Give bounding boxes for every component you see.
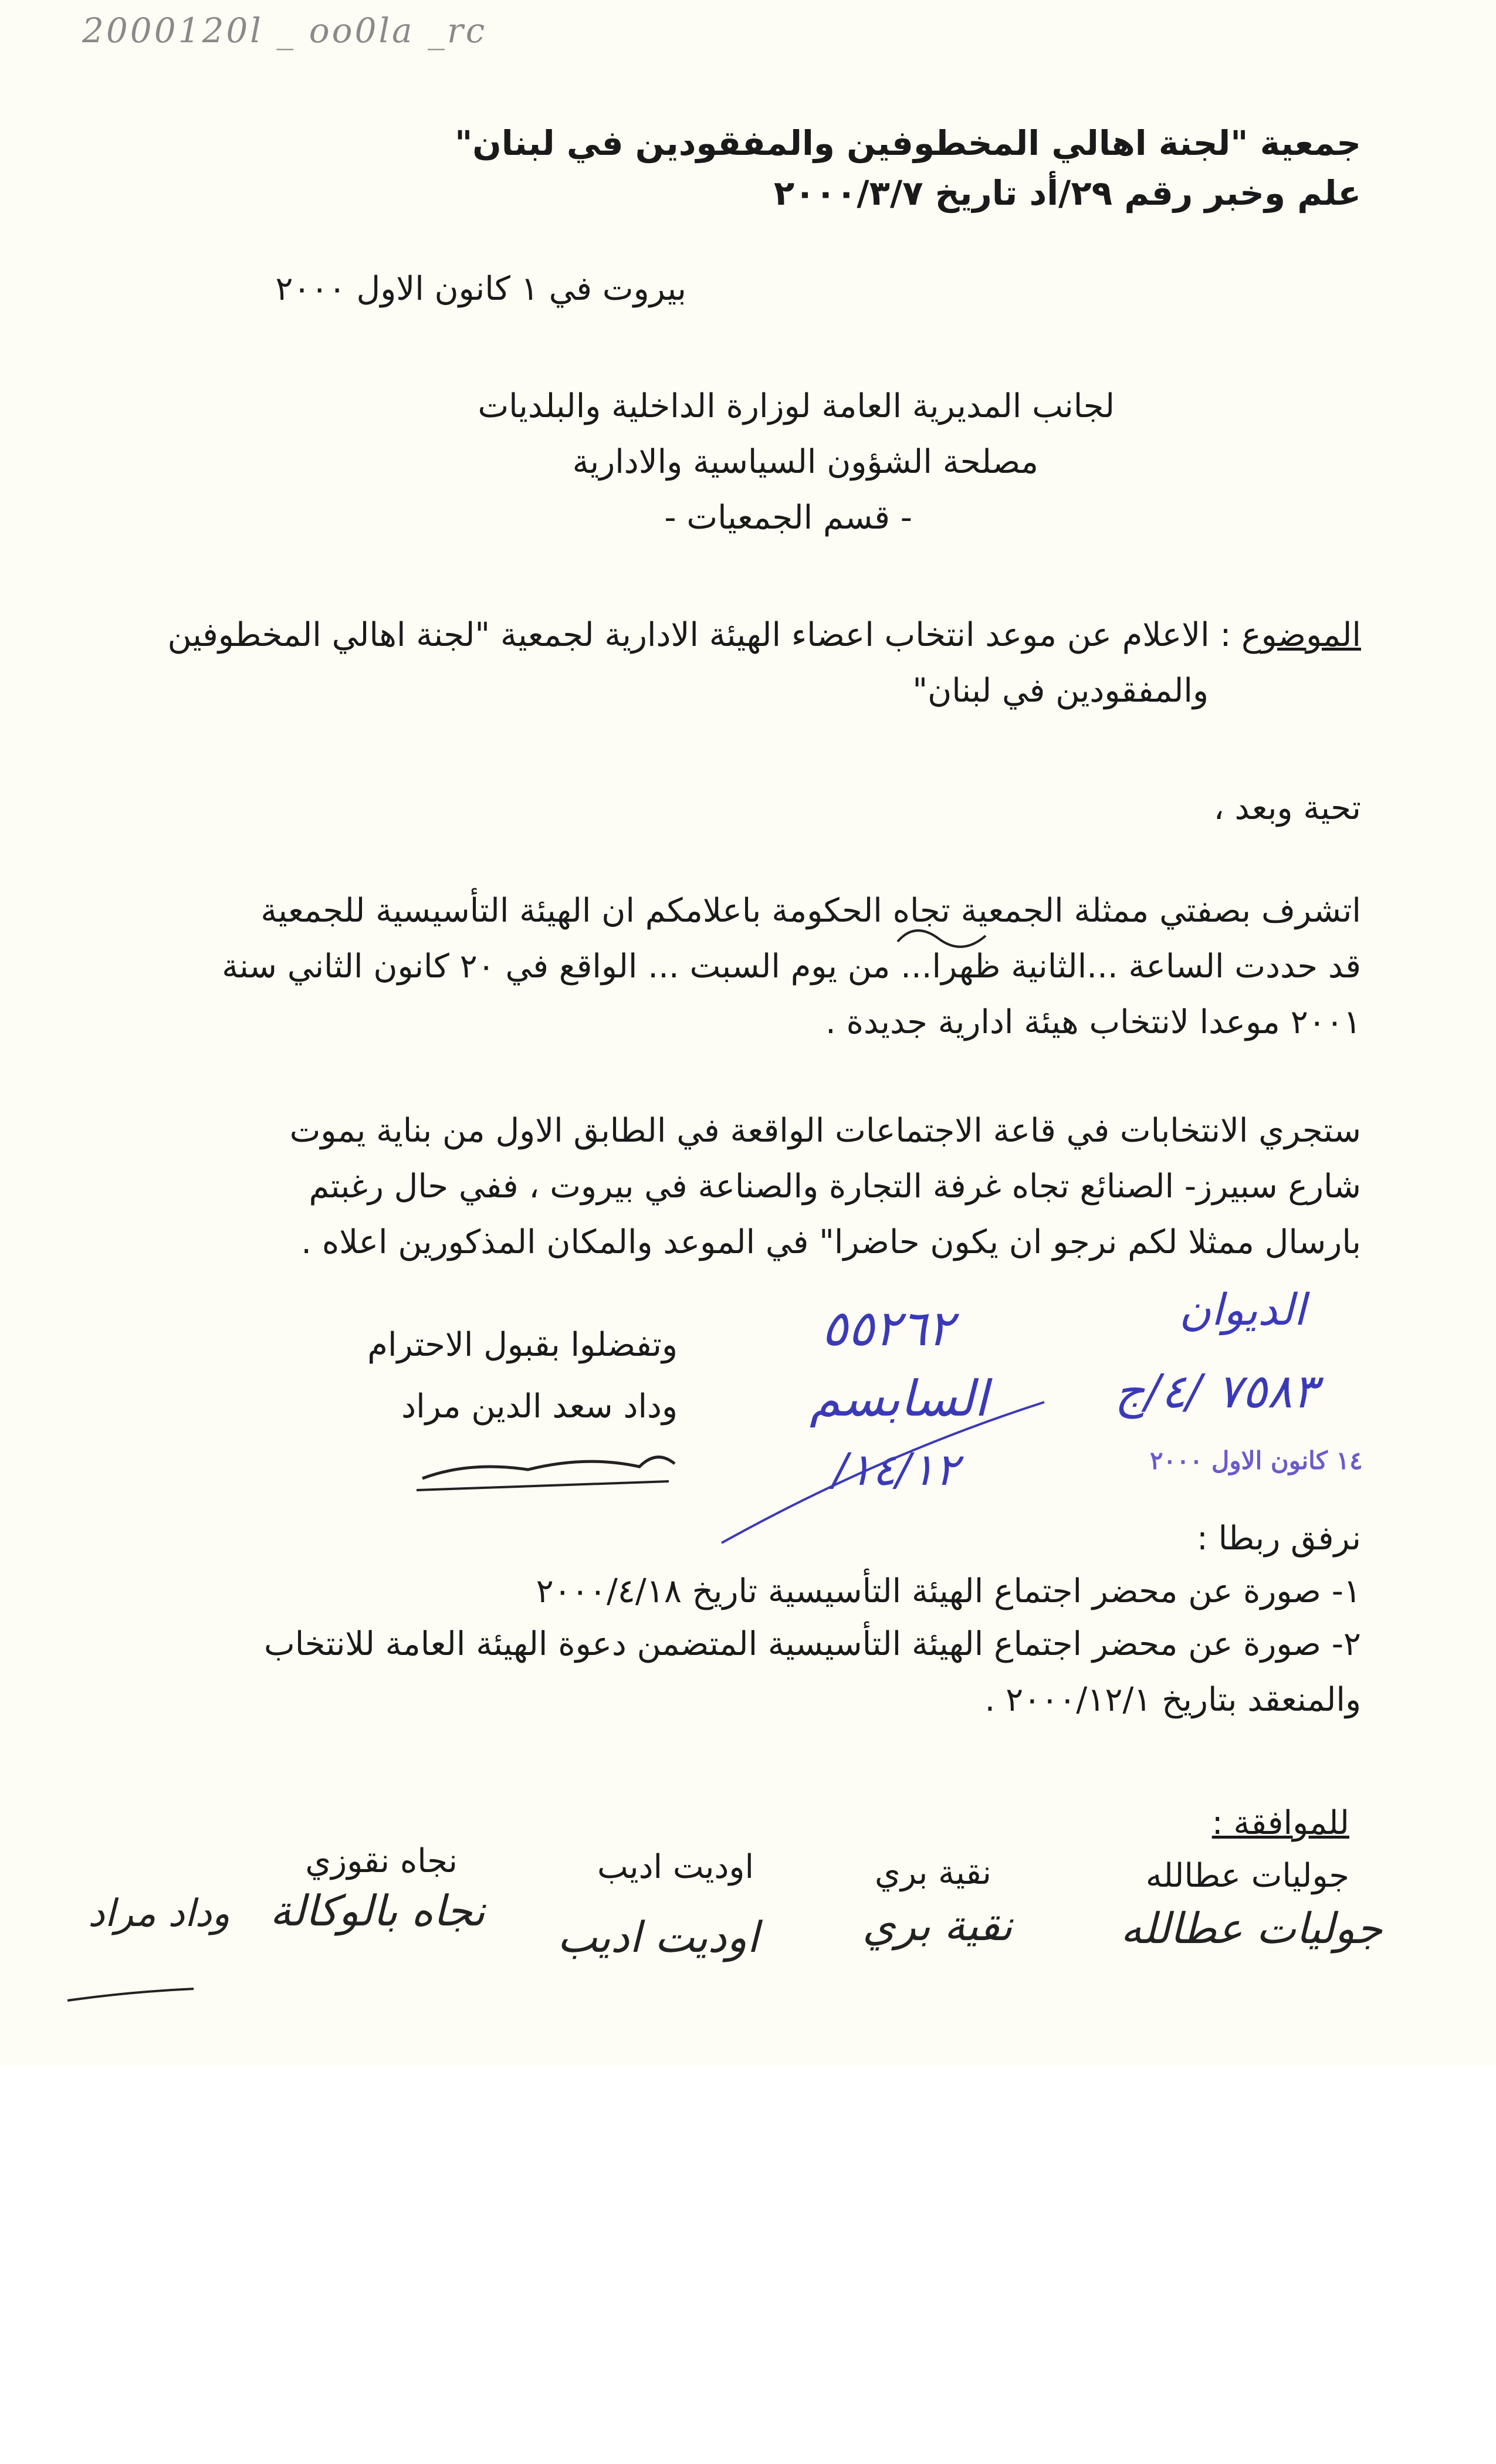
subject-line-2: والمفقودين في لبنان" [912,672,1209,710]
approval-name-3: اوديت اديب [597,1848,754,1886]
body-1-line-3: ٢٠٠١ موعدا لانتخاب هيئة ادارية جديدة . [825,1003,1361,1041]
recipient-line-2: مصلحة الشؤون السياسية والادارية [572,443,1038,481]
attachment-item-3: والمنعقد بتاريخ ٢٠٠٠/١٢/١ . [984,1681,1361,1719]
subject-label: الموضوع [1241,616,1361,654]
approval-signature-1: جوليات عطالله [1121,1904,1383,1953]
recipient-line-3: - قسم الجمعيات - [664,499,912,537]
stamp-reg-number: ٧٥٨٣ /٤/ج [1115,1364,1318,1419]
page-bottom-margin [0,2065,1496,2464]
approval-name-4: نجاه نقوزي [305,1842,458,1880]
body-2-line-2: شارع سبيرز- الصنائع تجاه غرفة التجارة والصناعة في بيروت ، ففي حال رغبتم [309,1167,1361,1206]
approval-name-2: نقية بري [875,1854,991,1892]
approval-signature-4: نجاه بالوكالة [270,1886,485,1935]
stamp-date: ١٤ كانون الاول ٢٠٠٠ [1150,1446,1363,1475]
stamp-diwan: الديوان [1179,1285,1306,1335]
signer-name: وداد سعد الدين مراد [401,1387,678,1426]
archive-code: 2000120l _ oo0la _rc [82,11,488,50]
approval-signature-2: نقية بري [862,1901,1013,1950]
registration-line: علم وخبر رقم ٢٩/أد تاريخ ٢٠٠٠/٣/٧ [773,173,1361,213]
approval-label: للموافقة : [1211,1804,1349,1842]
note-number: ٥٥٢٦٢ [821,1299,954,1357]
approval-signature-5: وداد مراد [88,1892,230,1935]
attachments-heading: نرفق ربطا : [1196,1519,1361,1558]
fill-in-scribble [898,930,986,947]
body-1-line-1: اتشرف بصفتي ممثلة الجمعية تجاه الحكومة باعلامكم ان الهيئة التأسيسية للجمعية [260,892,1361,930]
last-signature-underline [67,1989,194,2001]
date-line: بيروت في ١ كانون الاول ٢٠٠٠ [275,270,686,308]
body-1-line-2: قد حددت الساعة ...الثانية ظهرا... من يوم السبت ... الواقع في ٢٠ كانون الثاني سنة [222,947,1361,986]
recipient-line-1: لجانب المديرية العامة لوزارة الداخلية والبلديات [478,387,1115,425]
approval-name-1: جوليات عطالله [1145,1857,1349,1895]
note-date: ١٤/١٢/ [833,1443,959,1495]
note-word: السابسم [810,1370,988,1427]
approval-signature-3: اوديت اديب [557,1913,759,1962]
closing-line: وتفضلوا بقبول الاحترام [367,1326,678,1364]
main-signature-stroke [422,1457,675,1478]
subject-line-1 [168,616,1362,654]
subject-text: : الاعلام عن موعد انتخاب اعضاء الهيئة الادارية لجمعية "لجنة اهالي المخطوفين [167,616,1242,654]
attachment-item-1: ١- صورة عن محضر اجتماع الهيئة التأسيسية تاريخ ٢٠٠٠/٤/١٨ [536,1572,1361,1610]
main-signature-underline [417,1481,669,1490]
attachment-item-2: ٢- صورة عن محضر اجتماع الهيئة التأسيسية المتضمن دعوة الهيئة العامة للانتخاب [263,1625,1361,1663]
body-2-line-3: بارسال ممثلا لكم نرجو ان يكون حاضرا" في الموعد والمكان المذكورين اعلاه . [301,1223,1361,1261]
body-2-line-1: ستجري الانتخابات في قاعة الاجتماعات الواقعة في الطابق الاول من بناية يموت [289,1112,1361,1150]
association-name: جمعية "لجنة اهالي المخطوفين والمفقودين في لبنان" [455,123,1361,163]
greeting: تحية وبعد ، [1213,789,1361,827]
